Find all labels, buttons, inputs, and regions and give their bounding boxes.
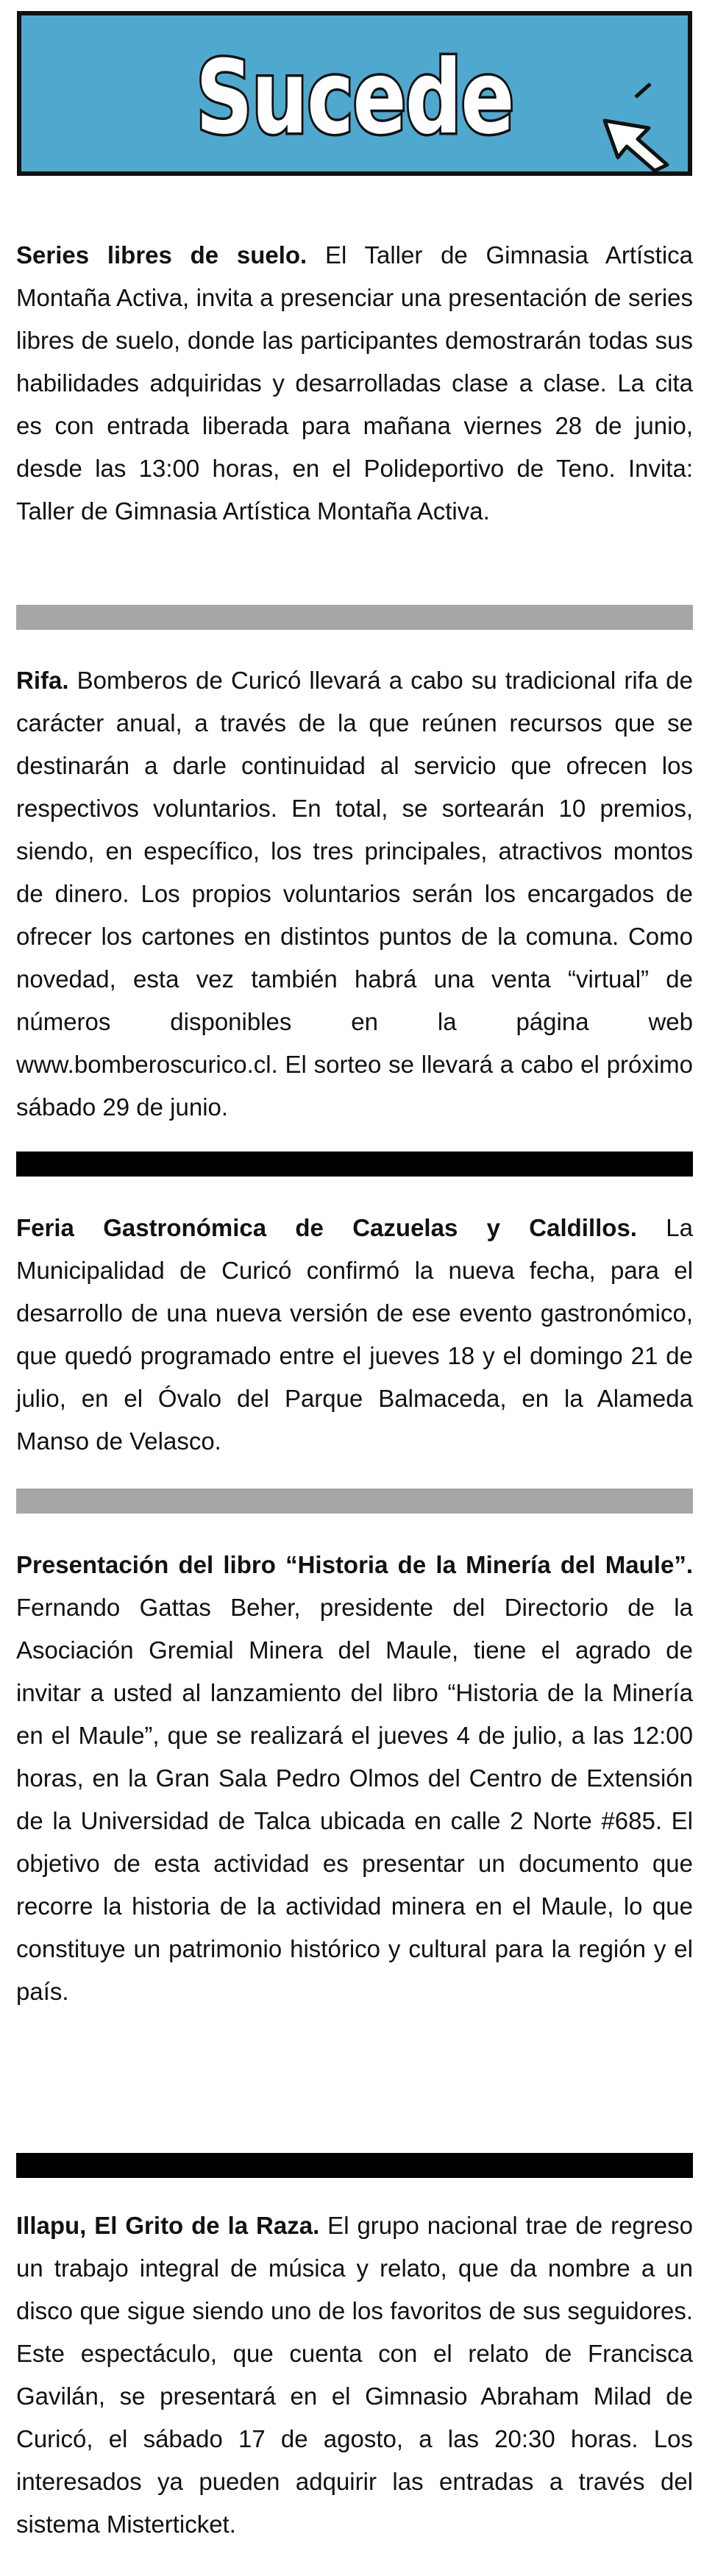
item-headline: Rifa. <box>16 667 69 694</box>
page-title: Sucede <box>196 38 513 157</box>
section-header <box>16 10 693 177</box>
news-item <box>16 659 693 1129</box>
item-body: La Municipalidad de Curicó confirmó la nueva fecha, para el desarrollo de una nueva versión de ese evento gastronómico, que quedó programado entre el jueves 18 y el domingo 21 de julio, en el Óvalo del Parque Balmaceda, en la Alameda Manso de Velasco. <box>16 1214 694 1455</box>
item-body: Fernando Gattas Beher, presidente del Directorio de la Asociación Gremial Minera del Maule, tiene el agrado de invitar a usted al lanzamiento del libro “Historia de la Minería en el Maule”, que se realizará el jueves 4 de julio, a las 12:00 horas, en la Gran Sala Pedro Olmos del Centro de Extensión de la Universidad de Talca ubicada en calle 2 Norte #685. El objetivo de esta actividad es presentar un documento que recorre la historia de la actividad minera en el Maule, lo que constituye un patrimonio histórico y cultural para la región y el país. <box>16 1594 693 2005</box>
separator-bar <box>16 2153 693 2178</box>
separator-bar <box>16 605 693 630</box>
item-headline: Feria Gastronómica de Cazuelas y Caldillos. <box>16 1214 637 1241</box>
separator-bar <box>16 1489 693 1514</box>
news-item <box>16 2204 693 2546</box>
item-body: Bomberos de Curicó llevará a cabo su tradicional rifa de carácter anual, a través de la que reúnen recursos que se destinarán a darle continuidad al servicio que ofrecen los respectivos voluntarios. En total, se sortearán 10 premios, siendo, en específico, los tres principales, atractivos montos de dinero. Los propios voluntarios serán los encargados de ofrecer los cartones en distintos puntos de la comuna. Como novedad, esta vez también habrá una venta “virtual” de números disponibles en la página web www.bomberoscurico.cl. El sorteo se llevará a cabo el próximo sábado 29 de junio. <box>16 667 693 1121</box>
news-item <box>16 1544 693 2013</box>
item-body: El grupo nacional trae de regreso un trabajo integral de música y relato, que da nombre a un disco que sigue siendo uno de los favoritos de sus seguidores. Este espectáculo, que cuenta con el relato de Francisca Gavilán, se presentará en el Gimnasio Abraham Milad de Curicó, el sábado 17 de agosto, a las 20:30 horas. Los interesados ya pueden adquirir las entradas a través del sistema Misterticket. <box>16 2212 693 2538</box>
news-item <box>16 234 693 533</box>
item-headline: Presentación del libro “Historia de la Minería del Maule”. <box>16 1551 693 1578</box>
news-item <box>16 1207 693 1463</box>
item-headline: Series libres de suelo. <box>16 241 307 269</box>
item-body: El Taller de Gimnasia Artística Montaña Activa, invita a presenciar una presentación de series libres de suelo, donde las participantes demostrarán todas sus habilidades adquiridas y desarrolladas clase a clase. La cita es con entrada liberada para mañana viernes 28 de junio, desde las 13:00 horas, en el Polideportivo de Teno. Invita: Taller de Gimnasia Artística Montaña Activa. <box>16 241 694 525</box>
separator-bar <box>16 1152 693 1177</box>
item-headline: Illapu, El Grito de la Raza. <box>16 2212 320 2239</box>
